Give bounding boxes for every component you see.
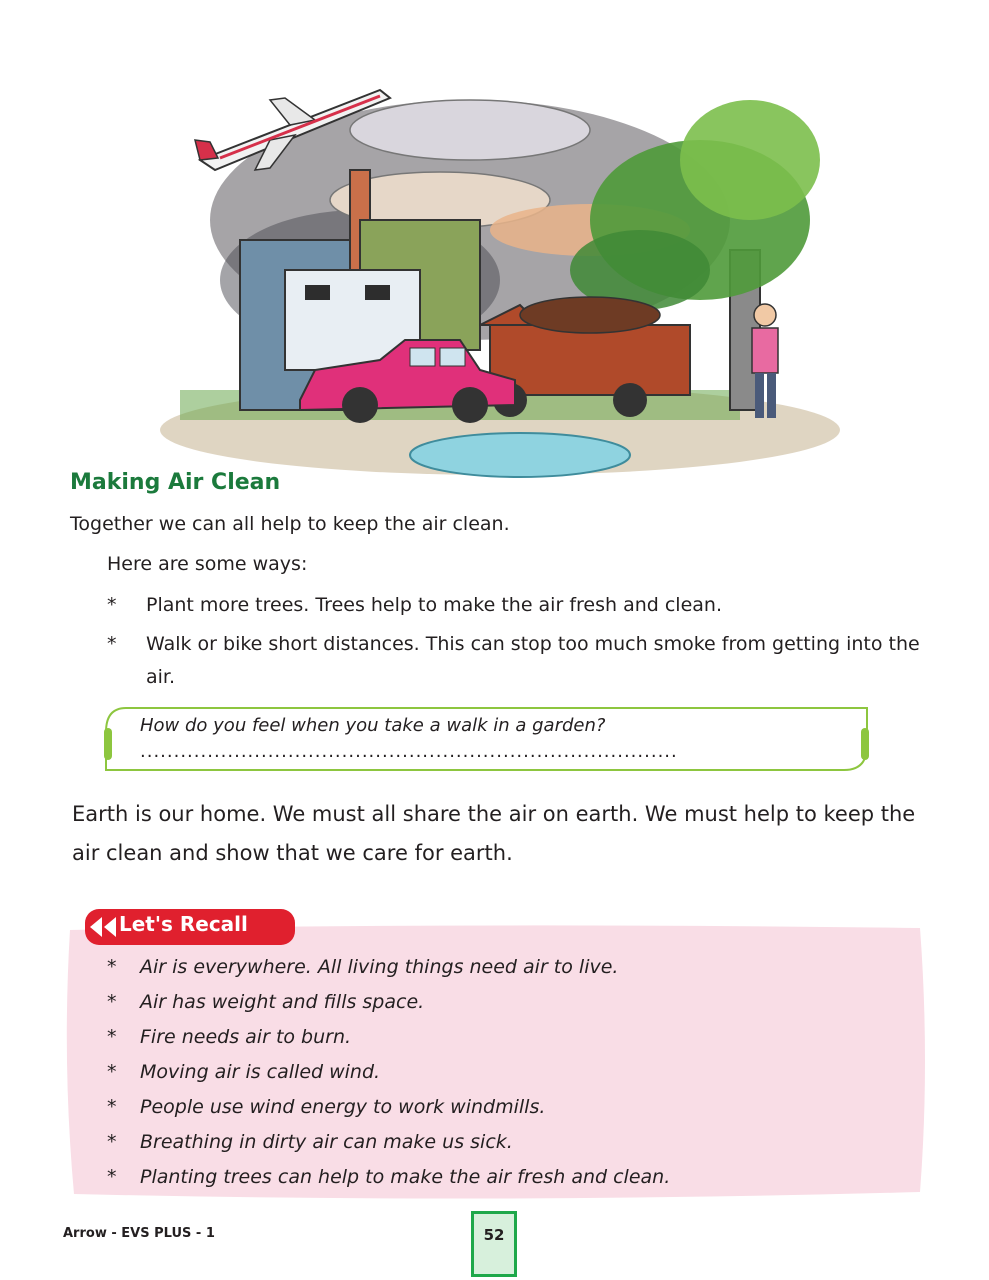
bullet-star: *: [107, 633, 117, 655]
recall-item-text: Fire needs air to burn.: [140, 1026, 352, 1048]
bullet-star: *: [107, 991, 117, 1013]
intro-text: Together we can all help to keep the air clean.: [70, 513, 510, 535]
page-number-box: [471, 1211, 517, 1277]
answer-line[interactable]: ................................................................................: [140, 741, 678, 762]
page-number: 52: [483, 1226, 505, 1244]
closing-paragraph: Earth is our home. We must all share the air on earth. We must help to keep the air clean and show that we care for earth.: [72, 802, 916, 865]
section-title: Making Air Clean: [70, 470, 281, 495]
pollution-illustration: [140, 70, 840, 500]
recall-item-text: Planting trees can help to make the air fresh and clean.: [140, 1166, 671, 1188]
recall-item: [107, 956, 907, 978]
bullet-star: *: [107, 1061, 117, 1083]
boy-icon: [752, 304, 778, 418]
recall-item-text: Air is everywhere. All living things need air to live.: [140, 956, 619, 978]
rewind-icon: [88, 915, 118, 939]
bullet-text: Walk or bike short distances. This can stop too much smoke from getting into the air.: [146, 633, 920, 688]
recall-item-text: Breathing in dirty air can make us sick.: [140, 1131, 513, 1153]
recall-item-text: Air has weight and fills space.: [140, 991, 425, 1013]
recall-title: Let's Recall: [119, 912, 248, 936]
recall-item: [107, 1166, 907, 1188]
recall-item: [107, 991, 907, 1013]
recall-item: [107, 1061, 907, 1083]
book-title: Arrow - EVS PLUS - 1: [63, 1226, 215, 1241]
recall-item: [107, 1131, 907, 1153]
bullet-star: *: [107, 956, 117, 978]
list-item: [107, 628, 927, 694]
recall-item-text: People use wind energy to work windmills.: [140, 1096, 546, 1118]
bullet-star: *: [107, 594, 117, 616]
bullet-star: *: [107, 1096, 117, 1118]
puddle-icon: [410, 433, 630, 477]
ways-intro-text: Here are some ways:: [107, 553, 308, 575]
recall-item: [107, 1026, 907, 1048]
bullet-star: *: [107, 1166, 117, 1188]
bullet-star: *: [107, 1026, 117, 1048]
question-text: How do you feel when you take a walk in a garden?: [140, 715, 606, 736]
bullet-text: Plant more trees. Trees help to make the air fresh and clean.: [146, 594, 722, 616]
recall-item-text: Moving air is called wind.: [140, 1061, 381, 1083]
bullet-star: *: [107, 1131, 117, 1153]
recall-item: [107, 1096, 907, 1118]
list-item: [107, 589, 927, 622]
